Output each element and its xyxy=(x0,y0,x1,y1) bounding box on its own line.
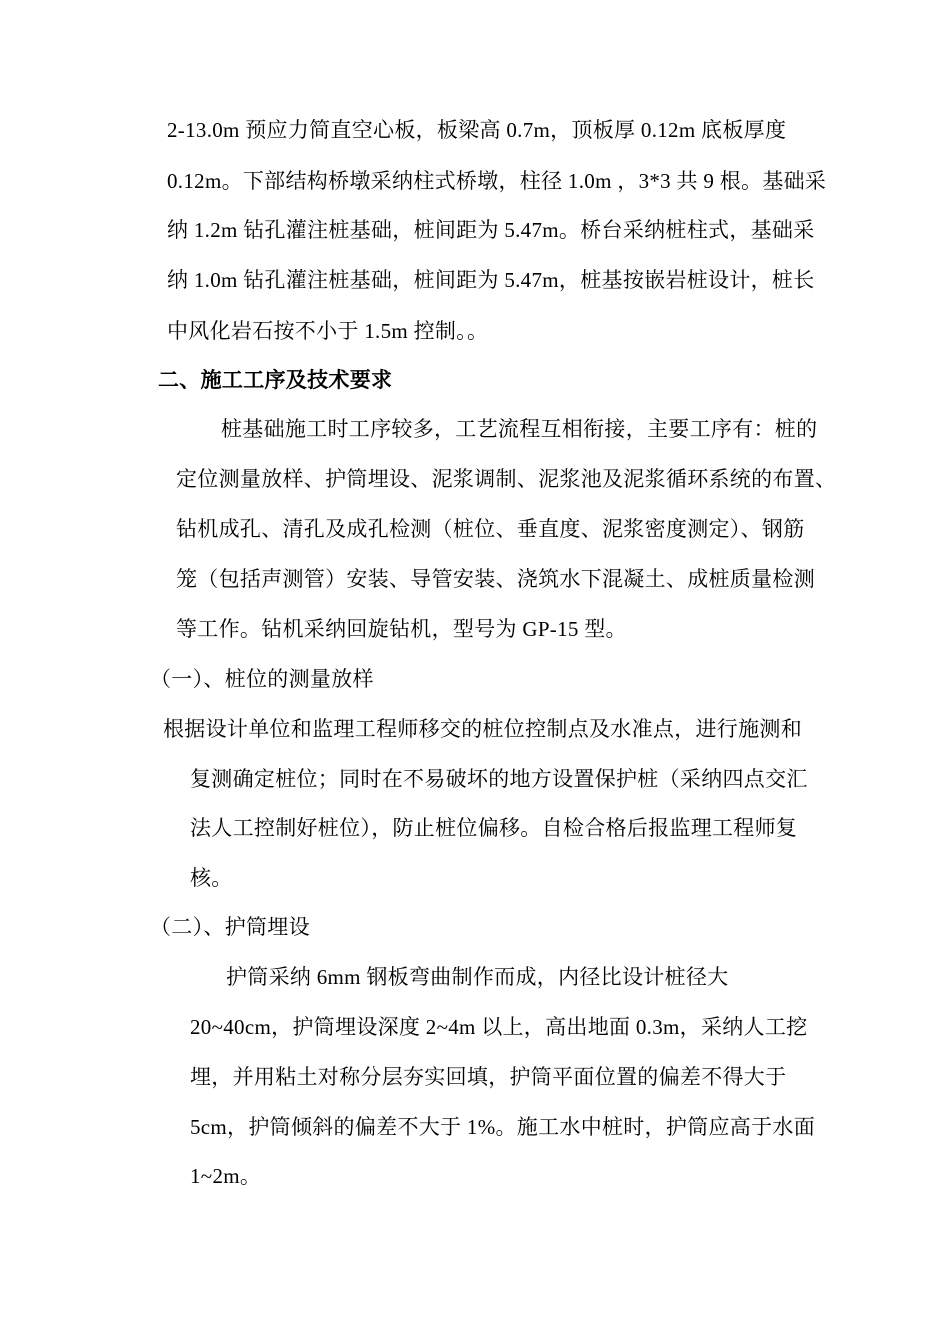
sub1-line-4: 核。 xyxy=(190,866,233,890)
sub2-line-4: 5cm，护筒倾斜的偏差不大于 1%。施工水中桩时，护筒应高于水面 xyxy=(190,1115,815,1139)
section2-line-1: 桩基础施工时工序较多，工艺流程互相衔接，主要工序有：桩的 xyxy=(221,417,818,441)
intro-line-2: 0.12m。下部结构桥墩采纳柱式桥墩，柱径 1.0m ，3*3 共 9 根。基础采 xyxy=(167,169,827,193)
sub1-line-2: 复测确定桩位；同时在不易破坏的地方设置保护桩（采纳四点交汇 xyxy=(190,767,808,791)
sub2-line-1: 护筒采纳 6mm 钢板弯曲制作而成，内径比设计桩径大 xyxy=(226,965,729,989)
section2-line-2: 定位测量放样、护筒埋设、泥浆调制、泥浆池及泥浆循环系统的布置、 xyxy=(176,467,837,491)
intro-line-3: 纳 1.2m 钻孔灌注桩基础，桩间距为 5.47m。桥台采纳桩柱式，基础采 xyxy=(167,218,815,242)
section2-line-5: 等工作。钻机采纳回旋钻机，型号为 GP-15 型。 xyxy=(176,617,627,641)
section-heading: 二、施工工序及技术要求 xyxy=(158,368,393,392)
sub1-line-3: 法人工控制好桩位），防止桩位偏移。自检合格后报监理工程师复 xyxy=(190,816,798,840)
section2-line-4: 笼（包括声测管）安装、导管安装、浇筑水下混凝土、成桩质量检测 xyxy=(176,567,815,591)
sub2-line-5: 1~2m。 xyxy=(190,1164,262,1188)
intro-line-4: 纳 1.0m 钻孔灌注桩基础，桩间距为 5.47m，桩基按嵌岩桩设计，桩长 xyxy=(167,268,815,292)
subsection-heading-1: （一）、桩位的测量放样 xyxy=(150,667,374,691)
intro-line-1: 2-13.0m 预应力简直空心板，板梁高 0.7m，顶板厚 0.12m 底板厚度 xyxy=(167,118,787,142)
subsection-heading-2: （二）、护筒埋设 xyxy=(150,915,310,939)
sub2-line-2: 20~40cm，护筒埋设深度 2~4m 以上，高出地面 0.3m，采纳人工挖 xyxy=(190,1015,808,1039)
sub1-line-1: 根据设计单位和监理工程师移交的桩位控制点及水准点，进行施测和 xyxy=(163,717,802,741)
section2-line-3: 钻机成孔、清孔及成孔检测（桩位、垂直度、泥浆密度测定）、钢筋 xyxy=(176,517,805,541)
sub2-line-3: 埋，并用粘土对称分层夯实回填，护筒平面位置的偏差不得大于 xyxy=(190,1065,787,1089)
intro-line-5: 中风化岩石按不小于 1.5m 控制。。 xyxy=(167,319,489,343)
